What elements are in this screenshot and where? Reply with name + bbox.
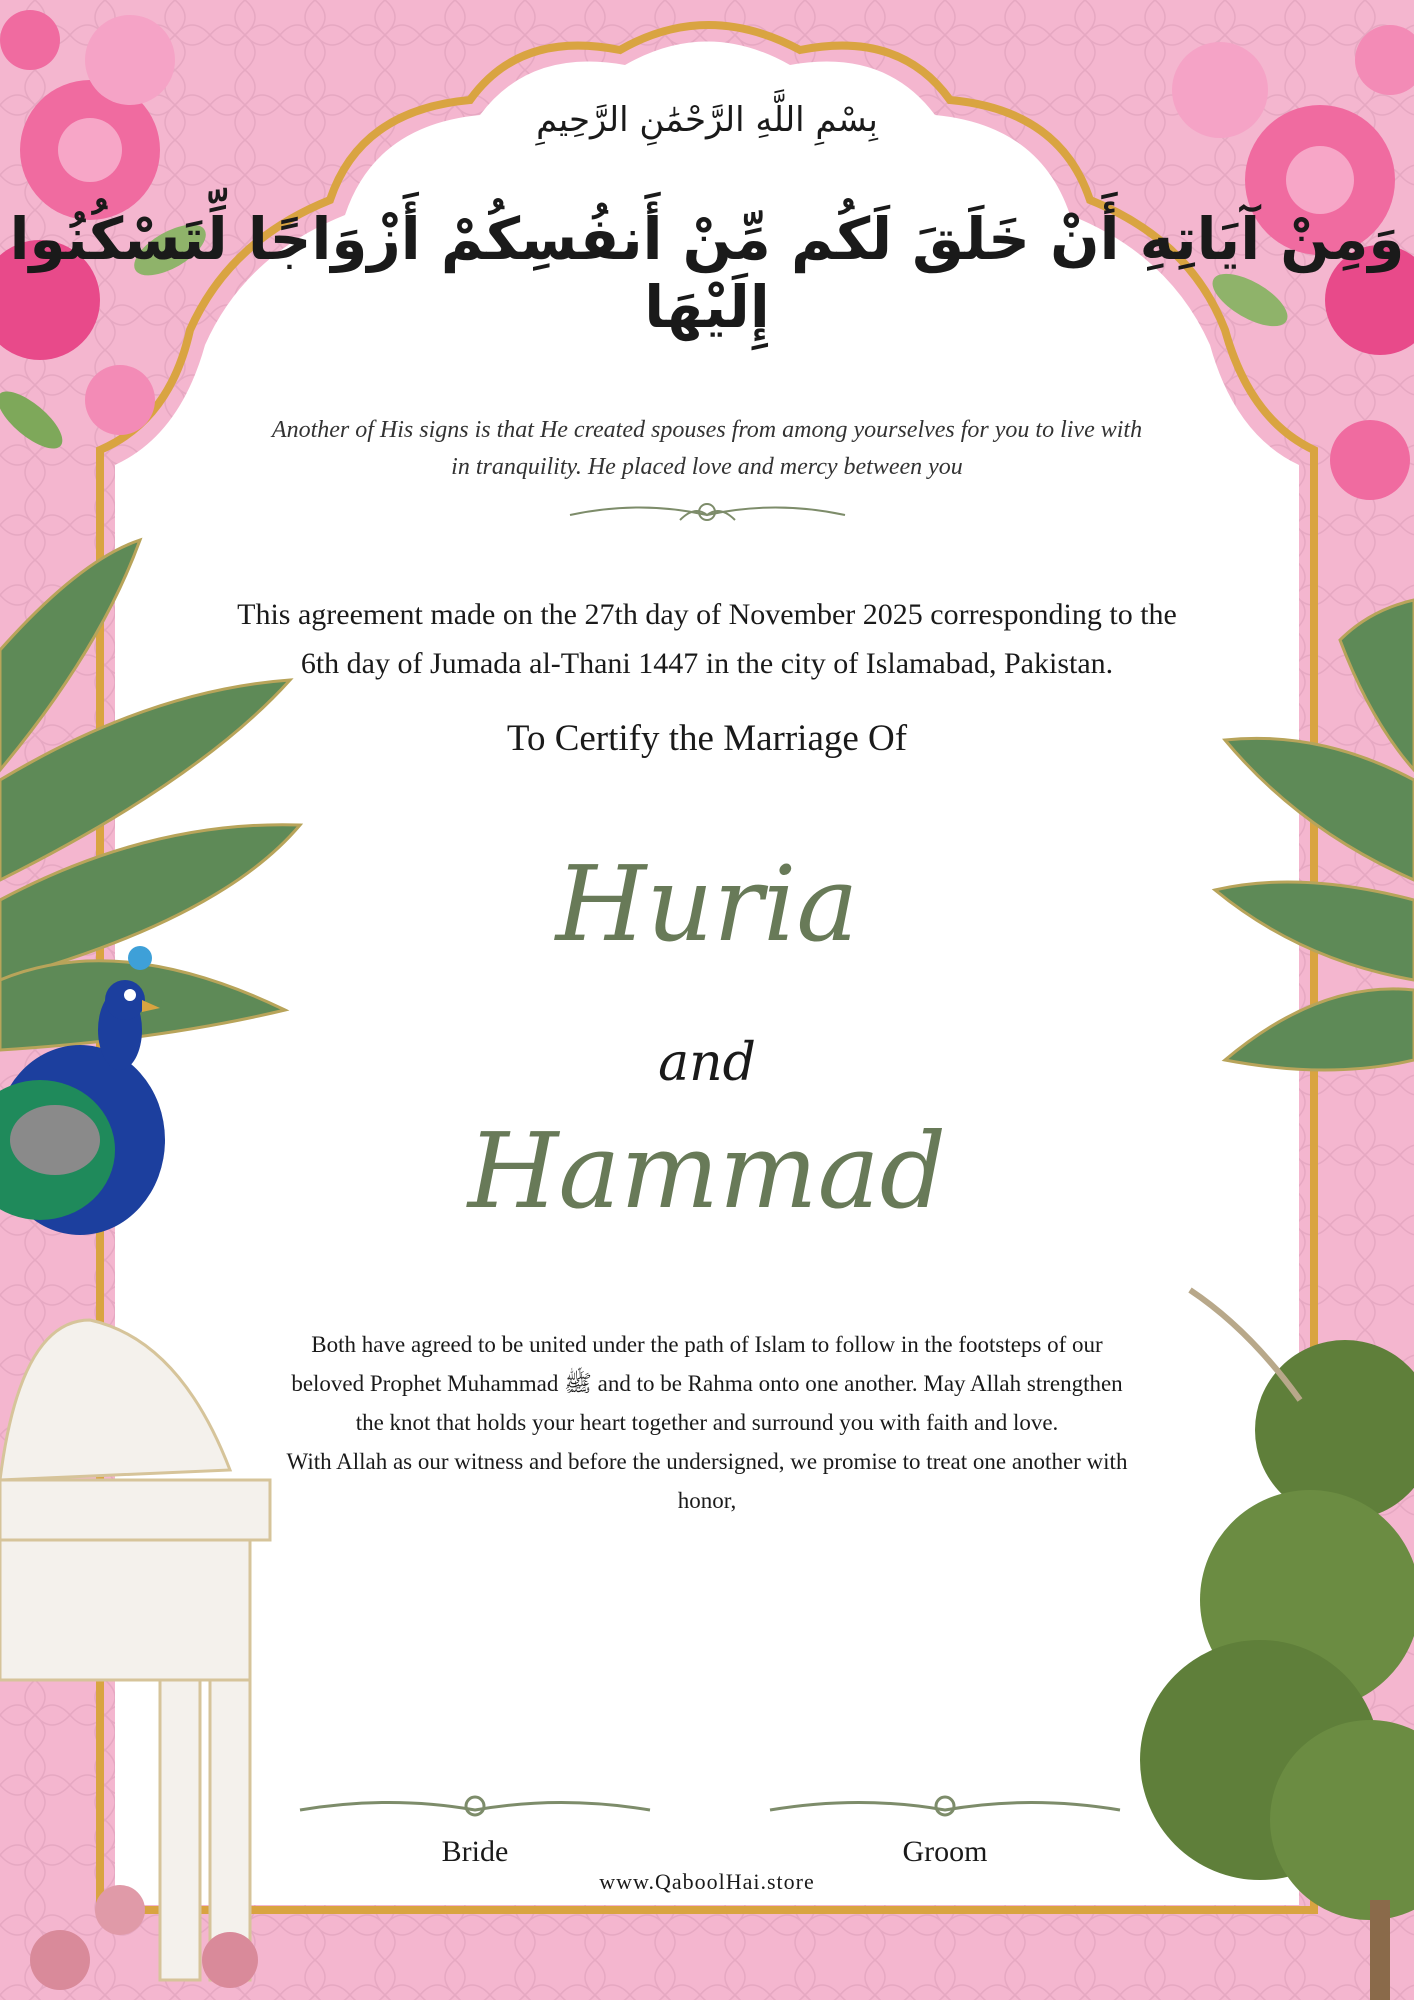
website-url: www.QaboolHai.store — [599, 1869, 815, 1894]
agreement-text: This agreement made on the 27th day of November 2025 corresponding to the 6th day of Jumada al-Thani 1447 in the city of Islamabad, Pakistan. — [237, 598, 1177, 680]
groom-name: Hammad — [467, 1110, 947, 1232]
groom-signature-label: Groom — [902, 1835, 988, 1868]
vows-paragraph-2: With Allah as our witness and before the undersigned, we promise to treat one another with honor, — [286, 1449, 1128, 1513]
bride-name: Huria — [555, 843, 859, 965]
bride-signature-label: Bride — [441, 1835, 509, 1868]
vows-paragraph-1: Both have agreed to be united under the path of Islam to follow in the footsteps of our beloved Prophet Muhammad ﷺ and to be Rahma onto one another. May Allah strengthen the knot that holds your heart together and surround you with faith and love. — [291, 1332, 1123, 1435]
certify-heading: To Certify the Marriage Of — [506, 718, 908, 759]
vows-text — [0, 1325, 1414, 1520]
conjunction-and: and — [658, 1033, 756, 1093]
quran-verse-calligraphy: وَمِنْ آيَاتِهِ أَنْ خَلَقَ لَكُم مِّنْ أَنفُسِكُمْ أَزْوَاجًا لِّتَسْكُنُوا إِلَيْهَا — [9, 205, 1405, 341]
bismillah-calligraphy: بِسْمِ اللَّهِ الرَّحْمَٰنِ الرَّحِيمِ — [536, 100, 878, 140]
verse-translation: Another of His signs is that He created spouses from among yourselves for you to live with in tranquility. He placed love and mercy between you — [271, 417, 1143, 480]
